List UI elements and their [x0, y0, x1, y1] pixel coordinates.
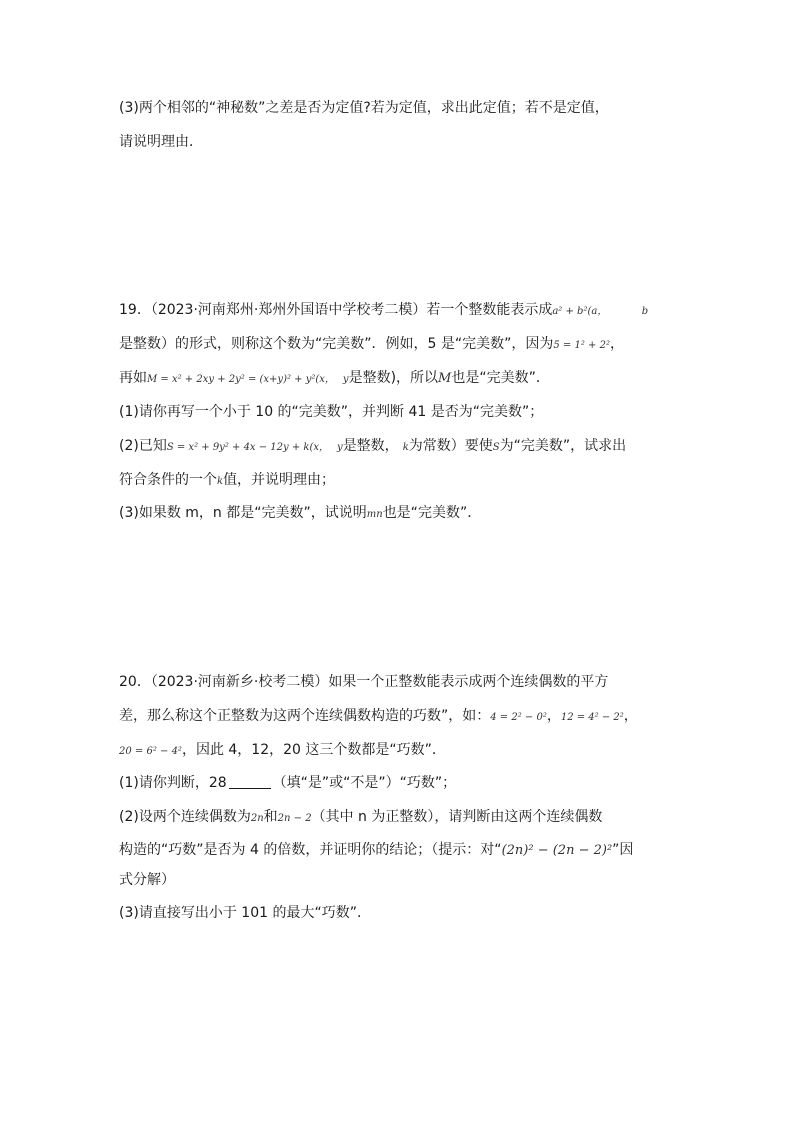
q19-part2-var-y: y: [337, 442, 343, 453]
q19-punct: ，: [609, 336, 624, 352]
q20-part1-end: （填“是”或“不是”）“巧数”；: [272, 775, 457, 791]
q20-part2-line2-start: 构造的“巧数”是否为 4 的倍数，并证明你的结论；（提示：对“: [119, 842, 502, 858]
q20-stem-line1: 20．（2023·河南新乡·校考二模）如果一个正整数能表示成两个连续偶数的平方: [119, 674, 609, 690]
q19-part2-line1: [119, 436, 626, 458]
q19-formula-S: S = x² + 9y² + 4x − 12y + k(x，: [166, 442, 330, 453]
q19-part2-line2-end: 值，并说明理由；: [223, 472, 336, 488]
q19-part2-line2-start: 符合条件的一个: [119, 472, 217, 488]
q19-formula-M: M = x² + 2xy + 2y² = (x+y)² + y²(x，: [147, 374, 335, 385]
q19-part2-var-k: k: [402, 442, 409, 453]
q19-text-zairu: 再如: [119, 370, 147, 386]
q19-part2-line2: [119, 470, 335, 492]
q20-formula-20: 20 = 6² − 4²: [119, 746, 182, 757]
q20-stem-line2: [119, 706, 638, 728]
q20-line2-end: ，: [623, 708, 638, 724]
q19-part3-var-mn: mn: [366, 509, 383, 520]
q19-part2-start: (2)已知: [119, 438, 167, 454]
q20-part2-start: (2)设两个连续偶数为: [119, 809, 251, 825]
q20-stem-text2: 差，那么称这个正整数为这两个连续偶数构造的巧数”，如：: [119, 708, 491, 724]
q20-part2-line2: [119, 840, 633, 861]
q19-stem-line3: [119, 368, 550, 390]
answer-blank[interactable]: [229, 774, 271, 789]
q19-part2-mid: 是整数，: [342, 438, 399, 454]
q19-var-b: b: [641, 306, 649, 317]
q20-part2-line1: [119, 807, 602, 829]
q20-part2-end: （其中 n 为正整数），请判断由这两个连续偶数: [311, 809, 603, 825]
q20-part3: (3)请直接写出小于 101 的最大“巧数”．: [119, 905, 371, 921]
q18-part3-line1: (3)两个相邻的“神秘数”之差是否为定值?若为定值，求出此定值；若不是定值，: [119, 100, 609, 116]
q19-part2-mid2: 为常数）要使: [408, 438, 493, 454]
q20-var-2n: 2n: [250, 813, 264, 824]
q19-part1: (1)请你再写一个小于 10 的“完美数”，并判断 41 是否为“完美数”；: [119, 404, 544, 420]
q20-var-2n-2: 2n − 2: [277, 813, 312, 824]
q20-sep: ，: [546, 708, 561, 724]
q20-part2-line3: 式分解）: [119, 872, 175, 888]
q19-stem-line1: [119, 300, 648, 322]
q20-part2-line2-end: ”因: [612, 842, 634, 858]
q19-formula-five: 5 = 1² + 2²: [553, 340, 610, 351]
q20-part1: [119, 773, 456, 793]
q20-formula-4: 4 = 2² − 0²: [490, 712, 547, 723]
q20-part1-start: (1)请你判断，28: [119, 775, 227, 791]
q19-part3-start: (3)如果数 m，n 都是“完美数”，试说明: [119, 505, 367, 521]
q20-line3-text: ，因此 4，12，20 这三个数都是“巧数”．: [181, 742, 446, 758]
q19-stem-text2: 是整数）的形式，则称这个数为“完美数”．例如，5 是“完美数”，因为: [119, 336, 554, 352]
q19-text-end: 也是“完美数”．: [451, 370, 550, 386]
q19-part2-var-S: S: [492, 442, 500, 453]
q20-part2-and: 和: [263, 809, 278, 825]
q19-part3-end: 也是“完美数”．: [382, 505, 482, 521]
q19-formula-a2b2: a² + b²(a，: [552, 306, 608, 317]
q20-formula-12: 12 = 4² − 2²: [560, 712, 624, 723]
q19-stem-line2: [119, 334, 624, 356]
q19-part2-end: 为“完美数”，试求出: [499, 438, 627, 454]
q18-part3-line2: 请说明理由．: [119, 134, 203, 150]
q19-text-mid: 是整数)，所以: [348, 370, 439, 386]
q19-var-M: M: [438, 371, 452, 386]
q20-stem-line3: [119, 740, 446, 762]
q19-stem-text: 19．（2023·河南郑州·郑州外国语中学校考二模）若一个整数能表示成: [119, 302, 553, 318]
q19-part2-line2-var-k: k: [217, 476, 224, 487]
q19-var-y: y: [342, 374, 349, 385]
q20-formula-hint: (2n)² − (2n − 2)²: [501, 843, 613, 858]
q19-part3: [119, 503, 481, 525]
